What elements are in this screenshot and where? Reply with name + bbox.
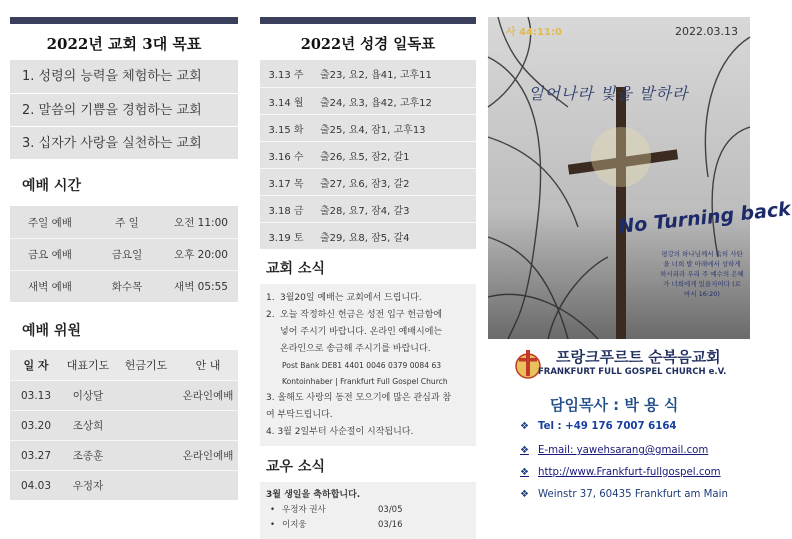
cover-motto: No Turning back: [617, 198, 792, 238]
cover-slogan: 일어나라 빛을 발하라: [528, 84, 689, 103]
table-row: [260, 168, 476, 195]
service-time: 새벽 05:55: [174, 281, 228, 293]
service-name: 금요 예배: [28, 249, 72, 261]
news-item: 2. 오늘 작정하신 헌금은 성전 입구 헌금함에: [266, 310, 443, 320]
church-name-english: FRANKFURT FULL GOSPEL CHURCH e.V.: [538, 367, 727, 377]
news-item: 1. 3월20일 예배는 교회에서 드립니다.: [266, 293, 422, 303]
reading-text: 출23, 요2, 욥41, 고후11: [320, 70, 432, 81]
duty-date: 03.27: [20, 449, 52, 462]
service-name: 주일 예배: [28, 216, 72, 229]
cover-image: [488, 17, 792, 339]
diamond-bullet-icon: ❖: [520, 467, 529, 478]
duty-table: [10, 350, 238, 500]
reading-date: 3.13 주: [268, 70, 304, 81]
bank-account: Post Bank DE81 4401 0046 0379 0084 63: [282, 361, 442, 370]
reading-text: 출29, 요8, 잠5, 갈4: [320, 232, 410, 244]
duty-guide: 온라인예배: [182, 450, 234, 462]
service-name: 새벽 예배: [28, 281, 72, 293]
scripture-ref: 사 44:11:0: [506, 27, 562, 38]
news-line: 여 부탁드립니다.: [266, 410, 333, 420]
reading-text: 출27, 요6, 잠3, 갈2: [320, 178, 410, 190]
duty-date: 04.03: [20, 479, 52, 492]
column-header: 일 자: [23, 359, 49, 372]
table-row: [260, 87, 476, 114]
pastor-name: 담임목사 : 박 용 식: [550, 396, 679, 414]
church-logo: [506, 344, 746, 384]
member-date: 03/16: [378, 520, 403, 530]
service-time: 오후 20:00: [174, 249, 228, 261]
reading-text: 출24, 요3, 욥42, 고후12: [320, 97, 432, 109]
member-name: 우정자 권사: [282, 505, 326, 515]
duty-guide: 온라인예배: [182, 390, 234, 402]
church-name-korean: 프랑크푸르트 순복음교회: [556, 348, 721, 366]
account-holder: Kontoinhaber | Frankfurt Full Gospel Church: [282, 377, 448, 386]
news-heading: 교회 소식: [266, 261, 325, 277]
contact-email[interactable]: ❖ E-mail: yawehsarang@gmail.com: [520, 445, 709, 456]
reading-date: 3.19 토: [268, 232, 304, 244]
table-row: [260, 222, 476, 249]
reading-text: 출28, 요7, 잠4, 갈3: [320, 205, 410, 217]
news-line: 넣어 주시기 바랍니다. 온라인 예배시에는: [280, 327, 443, 337]
goal-item: 1. 성령의 능력을 체험하는 교회: [22, 69, 202, 84]
column-header: 대표기도: [66, 359, 110, 372]
duty-prayer: 우정자: [72, 480, 104, 492]
service-day: 화수목: [111, 281, 143, 293]
goal-item: 2. 말씀의 기쁨을 경험하는 교회: [10, 93, 238, 126]
bible-title: 2022년 성경 일독표: [300, 36, 436, 53]
service-time: 오전 11:00: [174, 216, 228, 229]
table-row: [10, 206, 238, 238]
duty-prayer: 이상달: [72, 390, 104, 402]
table-row: [10, 410, 238, 440]
table-header: [10, 350, 238, 380]
table-row: [10, 238, 238, 270]
table-row: [260, 60, 476, 87]
middle-column: [260, 0, 476, 539]
news-box: [260, 284, 476, 446]
table-row: [260, 141, 476, 168]
duty-prayer: 조상희: [72, 420, 104, 432]
left-column: [10, 0, 238, 500]
member-news-box: [260, 482, 476, 539]
column-header: 안 내: [195, 359, 221, 372]
goals-list: [10, 60, 238, 159]
contact-website[interactable]: ❖ http://www.Frankfurt-fullgospel.com: [520, 467, 721, 478]
worship-time-heading: 예배 시간: [22, 178, 81, 194]
contact-address: ❖ Weinstr 37, 60435 Frankfurt am Main: [520, 489, 728, 500]
diamond-bullet-icon: ❖: [520, 421, 529, 432]
table-row: [10, 270, 238, 302]
table-row: [10, 470, 238, 500]
list-item: • 이지웅 03/16: [266, 518, 470, 533]
diamond-bullet-icon: ❖: [520, 489, 529, 500]
table-row: [260, 195, 476, 222]
table-row: [10, 440, 238, 470]
cover-column: [488, 0, 792, 530]
reading-date: 3.18 금: [268, 205, 304, 217]
reading-date: 3.14 월: [268, 97, 304, 109]
reading-date: 3.15 화: [268, 124, 304, 136]
duty-date: 03.13: [20, 389, 52, 402]
diamond-bullet-icon: ❖: [520, 445, 529, 456]
table-row: [260, 114, 476, 141]
birthday-heading: 3월 생일을 축하합니다.: [266, 490, 361, 500]
top-bar: [260, 17, 476, 24]
top-bar: [10, 17, 238, 24]
reading-text: 출26, 요5, 잠2, 갈1: [320, 151, 410, 163]
member-date: 03/05: [378, 505, 403, 515]
bible-reading-table: [260, 60, 476, 249]
contact-phone: ❖ Tel : +49 176 7007 6164: [520, 421, 677, 432]
member-name: 이지웅: [282, 520, 307, 530]
column-header: 헌금기도: [124, 359, 168, 372]
duty-date: 03.20: [20, 419, 52, 432]
reading-text: 출25, 요4, 잠1, 고후13: [320, 124, 426, 136]
duty-prayer: 조종훈: [72, 450, 104, 462]
worship-time-table: [10, 206, 238, 302]
reading-date: 3.17 목: [268, 178, 304, 190]
duty-heading: 예배 위원: [22, 323, 81, 339]
reading-date: 3.16 수: [268, 151, 304, 163]
goal-item: 3. 십자가 사랑을 실천하는 교회: [10, 126, 238, 159]
table-row: [10, 380, 238, 410]
news-line: 3. 올해도 사랑의 동전 모으기에 많은 관심과 참: [266, 393, 452, 403]
member-news-heading: 교우 소식: [266, 459, 325, 475]
news-line: 4. 3월 2일부터 사순절이 시작됩니다.: [266, 427, 414, 437]
news-line: 온라인으로 송금해 주시기를 바랍니다.: [280, 344, 431, 354]
list-item: • 우정자 권사 03/05: [266, 503, 470, 518]
service-day: 금요일: [111, 249, 143, 261]
service-day: 주 일: [115, 216, 139, 229]
bulletin-date: 2022.03.13: [675, 25, 738, 38]
goals-title: 2022년 교회 3대 목표: [46, 35, 202, 53]
cover-verse: 평강의 하나님께서 속히 사탄을 너희 발 아래에서 상하게 하시리라 우리 주 예수의 은혜가 너희에게 있을지어다 (로마서 16:20): [660, 250, 744, 298]
